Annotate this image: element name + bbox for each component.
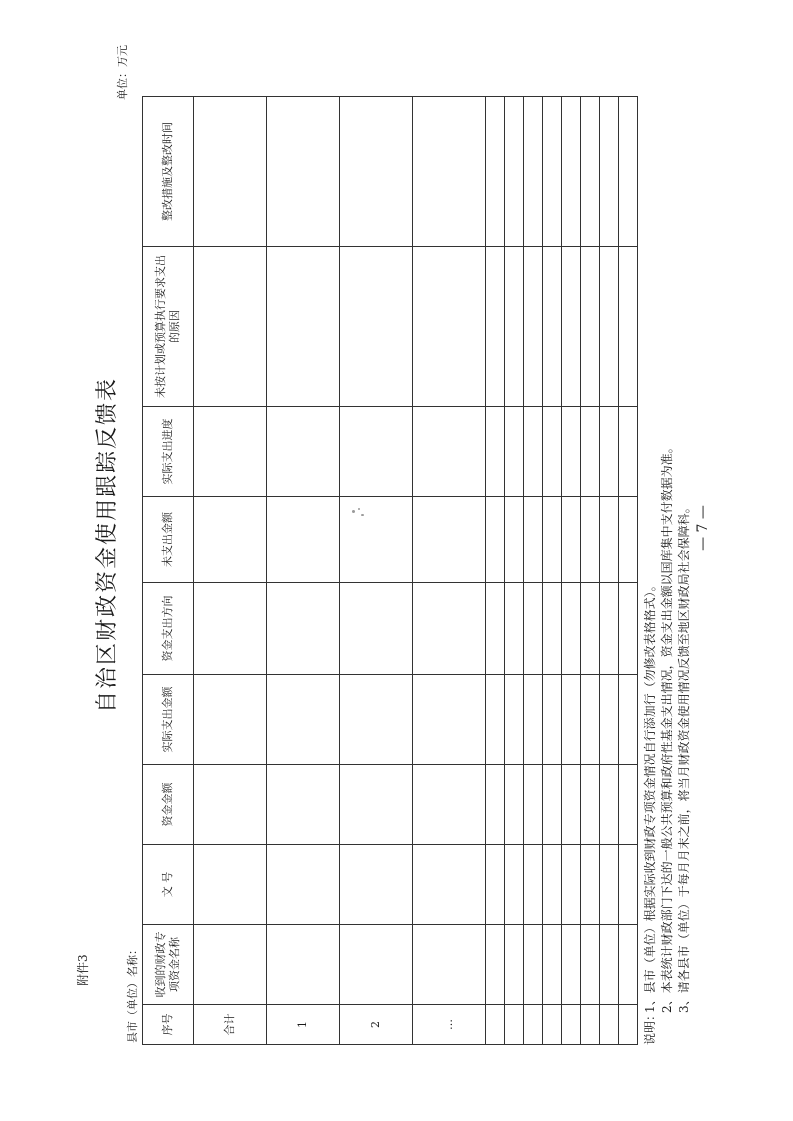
note-text: 3、请各县市（单位）于每月月末之前，将当月财政资金使用情况反馈至地区财政局社会保障科。: [677, 501, 691, 1013]
table-cell: [600, 407, 619, 497]
table-cell: [543, 925, 562, 1005]
header-cell-index: 序号: [143, 1005, 194, 1045]
table-cell: [543, 407, 562, 497]
table-cell: [562, 247, 581, 407]
table-cell: [505, 845, 524, 925]
table-cell: [194, 407, 267, 497]
table-cell: [524, 97, 543, 247]
table-cell: [543, 247, 562, 407]
table-cell: [194, 497, 267, 583]
table-cell: [340, 497, 413, 583]
table-cell: [194, 675, 267, 765]
header-cell-unspent: 未支出金额: [143, 497, 194, 583]
header-cell-reason: 未按计划或预算执行要求支出的原因: [143, 247, 194, 407]
table-cell: [619, 925, 638, 1005]
table-cell: [267, 247, 340, 407]
table-cell: [562, 497, 581, 583]
table-cell: [524, 675, 543, 765]
table-cell: [340, 247, 413, 407]
table-cell: [581, 765, 600, 845]
table-cell: [600, 925, 619, 1005]
note-text: 1、县市（单位）根据实际收到财政专项资金情况自行添加行（勿修改表格格式）。: [643, 579, 657, 1013]
county-name-label: 县市（单位）名称：: [126, 944, 139, 1043]
table-cell: [267, 765, 340, 845]
table-cell: [562, 845, 581, 925]
table-cell: [600, 675, 619, 765]
table-cell: [267, 583, 340, 675]
table-cell: [486, 97, 505, 247]
table-cell: [619, 765, 638, 845]
table-cell: [543, 497, 562, 583]
table-cell: [619, 497, 638, 583]
table-cell: [619, 97, 638, 247]
table-cell: [267, 925, 340, 1005]
table-cell: [340, 675, 413, 765]
table-cell: [619, 675, 638, 765]
table-row: [413, 97, 486, 1045]
table-cell: [340, 583, 413, 675]
header-cell-spending-direction: 资金支出方向: [143, 583, 194, 675]
table-cell: [413, 925, 486, 1005]
table-cell: [340, 845, 413, 925]
table-cell: [505, 97, 524, 247]
attachment-label: 附件3: [76, 954, 90, 986]
table-cell: [600, 247, 619, 407]
note-item: [659, 45, 676, 1045]
tracking-table: [142, 96, 638, 1045]
row-index-cell: [524, 1005, 543, 1045]
table-cell: [267, 407, 340, 497]
table-row-total: [194, 97, 267, 1045]
table-row: [581, 97, 600, 1045]
note-item: [676, 45, 693, 1045]
table-cell: [413, 845, 486, 925]
row-index-cell: [505, 1005, 524, 1045]
header-cell-rectification: 整改措施及整改时间: [143, 97, 194, 247]
table-cell: [600, 497, 619, 583]
table-cell: [340, 765, 413, 845]
table-cell: [581, 675, 600, 765]
table-cell: [505, 247, 524, 407]
table-row: [340, 97, 413, 1045]
table-cell: [619, 845, 638, 925]
table-row: [505, 97, 524, 1045]
table-cell: [413, 675, 486, 765]
table-row: [267, 97, 340, 1045]
table-cell: [562, 97, 581, 247]
table-row: [600, 97, 619, 1045]
notes-block: [642, 45, 693, 1045]
table-cell: [413, 97, 486, 247]
header-cell-actual-spent: 实际支出金额: [143, 675, 194, 765]
table-cell: [524, 407, 543, 497]
table-row: [619, 97, 638, 1045]
table-cell: [267, 845, 340, 925]
table-cell: [619, 407, 638, 497]
table-cell: [581, 925, 600, 1005]
table-cell: [562, 407, 581, 497]
table-cell: [543, 765, 562, 845]
table-cell: [486, 765, 505, 845]
table-cell: [619, 247, 638, 407]
table-cell: [600, 845, 619, 925]
table-cell: [486, 583, 505, 675]
table-cell: [524, 765, 543, 845]
table-cell: [600, 97, 619, 247]
row-index-cell: [581, 1005, 600, 1045]
row-index-cell: 1: [267, 1005, 340, 1045]
table-cell: [543, 583, 562, 675]
table-cell: [486, 675, 505, 765]
table-cell: [581, 583, 600, 675]
table-cell: [524, 583, 543, 675]
table-cell: [581, 247, 600, 407]
header-cell-fund-amount: 资金金额: [143, 765, 194, 845]
table-cell: [267, 497, 340, 583]
note-text: 2、本表统计财政部门下达的一般公共预算和政府性基金支出情况，资金支出金额以国库集中支付数据为准。: [660, 441, 674, 1013]
table-cell: [486, 845, 505, 925]
table-cell: [543, 845, 562, 925]
table-cell: [194, 97, 267, 247]
table-cell: [413, 407, 486, 497]
table-cell: [505, 583, 524, 675]
row-index-cell: [486, 1005, 505, 1045]
row-index-cell: …: [413, 1005, 486, 1045]
table-cell: [505, 497, 524, 583]
table-header-row: [143, 97, 194, 1045]
table-cell: [194, 925, 267, 1005]
unit-label: 单位：万元: [116, 45, 129, 100]
table-row: [562, 97, 581, 1045]
table-cell: [486, 925, 505, 1005]
table-cell: [581, 97, 600, 247]
form-title: 自治区财政资金使用跟踪反馈表: [95, 377, 120, 714]
table-cell: [581, 497, 600, 583]
table-cell: [505, 675, 524, 765]
table-cell: [505, 925, 524, 1005]
row-index-cell: 合计: [194, 1005, 267, 1045]
row-index-cell: [619, 1005, 638, 1045]
table-cell: [340, 407, 413, 497]
table-cell: [340, 97, 413, 247]
table-row: [524, 97, 543, 1045]
header-cell-document-no: 文 号: [143, 845, 194, 925]
table-cell: [413, 765, 486, 845]
table-cell: [581, 845, 600, 925]
table-cell: [505, 407, 524, 497]
table-row: [543, 97, 562, 1045]
table-cell: [194, 247, 267, 407]
rotated-form-sheet: [90, 45, 790, 1045]
row-index-cell: 2: [340, 1005, 413, 1045]
table-cell: [486, 407, 505, 497]
note-item: [642, 45, 659, 1045]
table-cell: [413, 247, 486, 407]
table-cell: [486, 247, 505, 407]
table-cell: [486, 497, 505, 583]
table-cell: [524, 247, 543, 407]
header-cell-progress: 实际支出进度: [143, 407, 194, 497]
row-index-cell: [543, 1005, 562, 1045]
table-cell: [194, 845, 267, 925]
table-cell: [194, 765, 267, 845]
table-cell: [524, 925, 543, 1005]
table-cell: [581, 407, 600, 497]
table-cell: [267, 675, 340, 765]
table-cell: [340, 925, 413, 1005]
table-cell: [413, 497, 486, 583]
row-index-cell: [562, 1005, 581, 1045]
table-row: [486, 97, 505, 1045]
table-cell: [543, 97, 562, 247]
table-cell: [524, 845, 543, 925]
table-cell: [562, 675, 581, 765]
table-cell: [413, 583, 486, 675]
table-cell: [562, 583, 581, 675]
table-cell: [267, 97, 340, 247]
notes-lead: 说明：: [643, 1008, 657, 1045]
table-cell: [505, 765, 524, 845]
row-index-cell: [600, 1005, 619, 1045]
table-cell: [543, 675, 562, 765]
table-cell: [562, 925, 581, 1005]
table-cell: [524, 497, 543, 583]
table-cell: [600, 583, 619, 675]
table-cell: [562, 765, 581, 845]
table-cell: [194, 583, 267, 675]
table-cell: [600, 765, 619, 845]
table-cell: [619, 583, 638, 675]
header-cell-fund-name: 收到的财政专项资金名称: [143, 925, 194, 1005]
page-number: — 7 —: [694, 505, 711, 551]
